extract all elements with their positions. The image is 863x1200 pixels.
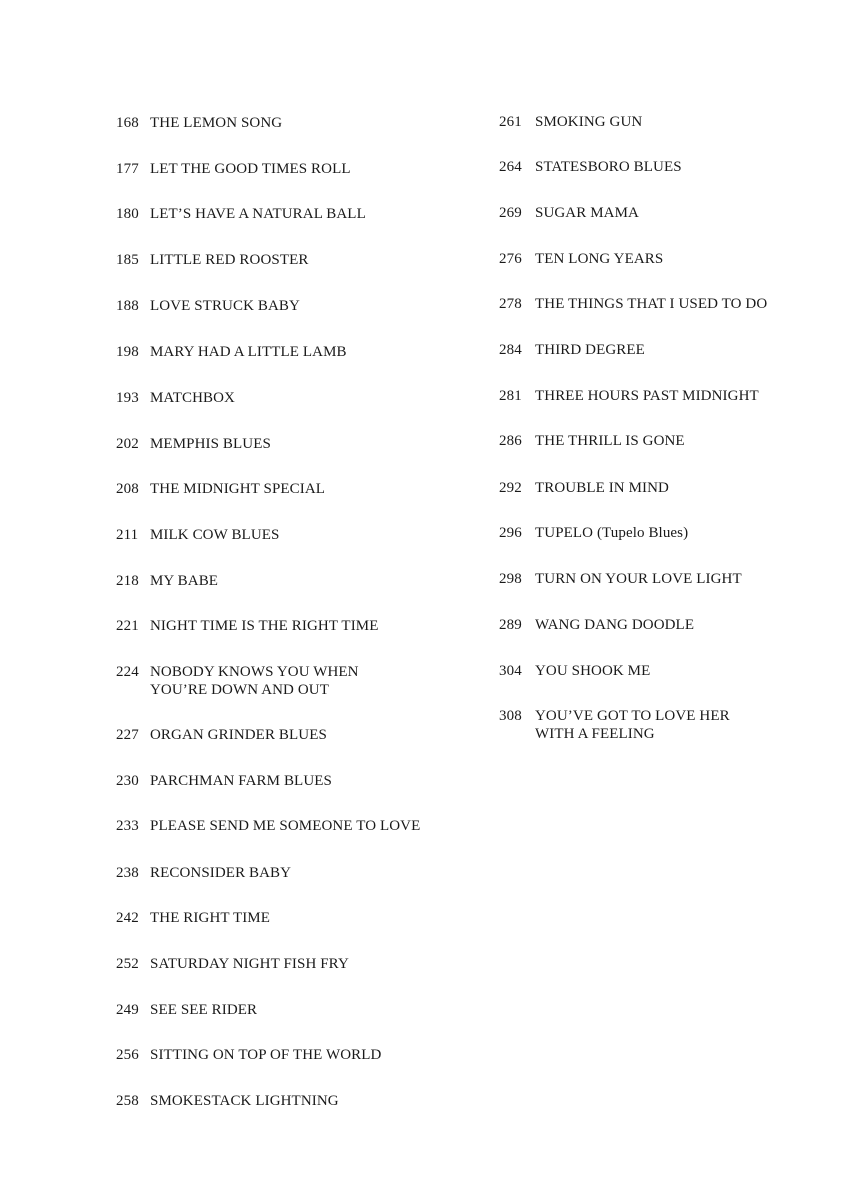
song-title: THIRD DEGREE: [535, 342, 645, 358]
page-number: 221: [116, 618, 139, 634]
song-title: THE LEMON SONG: [150, 115, 283, 131]
page-number: 261: [499, 114, 522, 130]
page-number: 281: [499, 388, 522, 404]
song-title: THE THINGS THAT I USED TO DO: [535, 296, 768, 312]
song-title: YOU SHOOK ME: [535, 663, 651, 679]
song-title: THE THRILL IS GONE: [535, 433, 685, 449]
song-title: THREE HOURS PAST MIDNIGHT: [535, 388, 759, 404]
page-number: 224: [116, 664, 139, 680]
song-title: MY BABE: [150, 573, 219, 589]
page-number: 308: [499, 708, 522, 724]
song-title: THE RIGHT TIME: [150, 910, 271, 926]
song-title: SEE SEE RIDER: [150, 1002, 258, 1018]
page-number: 289: [499, 617, 522, 633]
page-number: 298: [499, 571, 522, 587]
page-number: 249: [116, 1002, 139, 1018]
page-number: 208: [116, 481, 139, 497]
page-number: 198: [116, 344, 139, 360]
song-title: LITTLE RED ROOSTER: [150, 252, 309, 268]
page-number: 193: [116, 390, 139, 406]
page-number: 227: [116, 727, 139, 743]
song-title: MEMPHIS BLUES: [150, 436, 271, 452]
song-title: SATURDAY NIGHT FISH FRY: [150, 956, 349, 972]
song-title: TROUBLE IN MIND: [535, 480, 669, 496]
page-number: 292: [499, 480, 522, 496]
page-number: 230: [116, 773, 139, 789]
page-number: 269: [499, 205, 522, 221]
page-number: 218: [116, 573, 139, 589]
song-title: SMOKESTACK LIGHTNING: [150, 1093, 339, 1109]
page-number: 188: [116, 298, 139, 314]
page-number: 256: [116, 1047, 139, 1063]
song-title: TUPELO (Tupelo Blues): [535, 525, 689, 541]
song-title: WANG DANG DOODLE: [535, 617, 695, 633]
page-number: 185: [116, 252, 139, 268]
page-number: 242: [116, 910, 139, 926]
page-number: 278: [499, 296, 522, 312]
page-number: 252: [116, 956, 139, 972]
song-title: NOBODY KNOWS YOU WHEN YOU’RE DOWN AND OUT: [150, 664, 359, 698]
page-number: 296: [499, 525, 522, 541]
song-title: YOU’VE GOT TO LOVE HER WITH A FEELING: [535, 708, 730, 742]
song-title: PARCHMAN FARM BLUES: [150, 773, 332, 789]
page-number: 264: [499, 159, 522, 175]
song-title: SITTING ON TOP OF THE WORLD: [150, 1047, 382, 1063]
song-title: MILK COW BLUES: [150, 527, 280, 543]
page-number: 180: [116, 206, 139, 222]
song-title: MATCHBOX: [150, 390, 235, 406]
page-number: 304: [499, 663, 522, 679]
song-title: LET THE GOOD TIMES ROLL: [150, 161, 351, 177]
song-title: MARY HAD A LITTLE LAMB: [150, 344, 347, 360]
page-number: 202: [116, 436, 139, 452]
song-title: THE MIDNIGHT SPECIAL: [150, 481, 326, 497]
page-number: 168: [116, 115, 139, 131]
song-title: SMOKING GUN: [535, 114, 643, 130]
song-title: PLEASE SEND ME SOMEONE TO LOVE: [150, 818, 421, 834]
page-number: 284: [499, 342, 522, 358]
song-title: LOVE STRUCK BABY: [150, 298, 300, 314]
page-number: 238: [116, 865, 139, 881]
song-title: SUGAR MAMA: [535, 205, 639, 221]
page-number: 258: [116, 1093, 139, 1109]
song-title: NIGHT TIME IS THE RIGHT TIME: [150, 618, 379, 634]
song-title: ORGAN GRINDER BLUES: [150, 727, 327, 743]
page-number: 177: [116, 161, 139, 177]
song-title: TURN ON YOUR LOVE LIGHT: [535, 571, 742, 587]
page-number: 286: [499, 433, 522, 449]
song-title: RECONSIDER BABY: [150, 865, 292, 881]
page-number: 233: [116, 818, 139, 834]
song-title: STATESBORO BLUES: [535, 159, 682, 175]
song-title: LET’S HAVE A NATURAL BALL: [150, 206, 366, 222]
page-number: 276: [499, 251, 522, 267]
page-number: 211: [116, 527, 139, 543]
song-title: TEN LONG YEARS: [535, 251, 664, 267]
